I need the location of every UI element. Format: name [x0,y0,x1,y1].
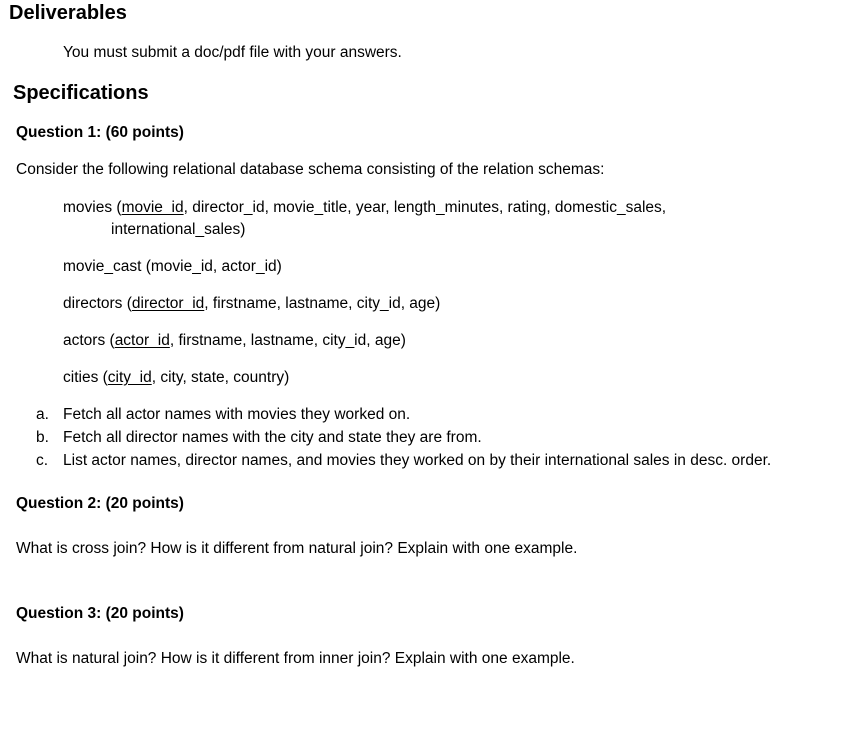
schema-actors-name: actors ( [63,332,115,349]
schema-directors-rest: , firstname, lastname, city_id, age) [204,295,441,312]
schema-movies-rest: , director_id, movie_title, year, length_minutes, rating, domestic_sales, [183,199,667,216]
list-item [36,452,846,472]
schema-movies-name: movies ( [63,199,122,216]
question1-intro: Consider the following relational database schema consisting of the relation schemas: [16,161,605,178]
schema-actors-key: actor_id [114,332,170,349]
schema-actors [63,332,406,350]
schema-directors [63,295,440,313]
question1-heading: Question 1: (60 points) [16,124,184,141]
schema-cities-key: city_id [107,369,152,386]
schema-actors-rest: , firstname, lastname, city_id, age) [169,332,406,349]
schema-cities-rest: , city, state, country) [151,369,290,386]
schema-movies-line2: international_sales) [111,221,246,238]
question3-text: What is natural join? How is it different from inner join? Explain with one example. [16,650,575,667]
list-item-letter: b. [36,429,49,446]
schema-cities-name: cities ( [63,369,108,386]
deliverables-heading: Deliverables [9,2,127,24]
deliverables-text: You must submit a doc/pdf file with your answers. [63,44,402,61]
list-item-text: Fetch all actor names with movies they worked on. [63,406,411,423]
schema-movies-key: movie_id [121,199,184,216]
schema-directors-key: director_id [131,295,205,312]
list-item-text: Fetch all director names with the city and state they are from. [63,429,482,446]
list-item [36,406,846,426]
list-item-letter: c. [36,452,49,469]
list-item-text: List actor names, director names, and movies they worked on by their international sales in desc. order. [63,452,772,469]
schema-directors-name: directors ( [63,295,132,312]
question2-text: What is cross join? How is it different from natural join? Explain with one example. [16,540,578,557]
question2-heading: Question 2: (20 points) [16,495,184,512]
list-item-letter: a. [36,406,49,423]
list-item [36,429,846,449]
schema-movie-cast: movie_cast (movie_id, actor_id) [63,258,282,275]
specifications-heading: Specifications [13,82,149,104]
schema-movies [63,199,666,217]
schema-cities [63,369,289,387]
question3-heading: Question 3: (20 points) [16,605,184,622]
